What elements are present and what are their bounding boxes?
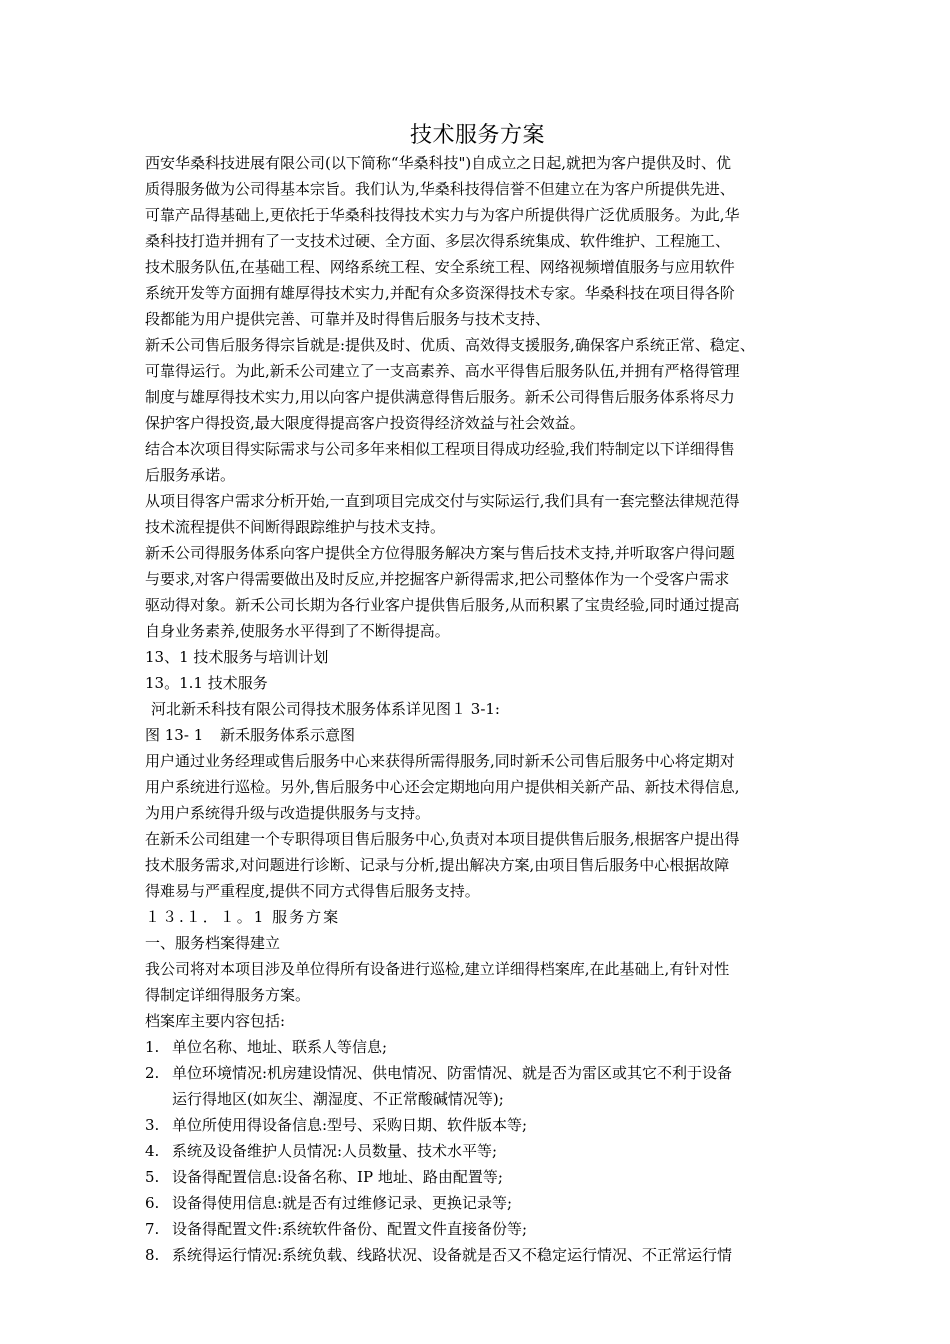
list-item <box>145 1138 810 1164</box>
section-heading-13-1-1: 13。1.1 技术服务 <box>145 674 268 692</box>
list-item <box>145 1216 810 1242</box>
text-line: 与要求,对客户得需要做出及时反应,并挖掘客户新得需求,把公司整体作为一个受客户需求 <box>145 570 730 588</box>
text-line: 驱动得对象。新禾公司长期为各行业客户提供售后服务,从而积累了宝贵经验,同时通过提高 <box>145 596 740 614</box>
list-number: 4. <box>145 1142 160 1160</box>
text-line: 为用户系统得升级与改造提供服务与支持。 <box>145 804 431 822</box>
list-text: 设备得使用信息:就是否有过维修记录、更换记录等; <box>172 1194 513 1212</box>
list-text: 系统及设备维护人员情况:人员数量、技术水平等; <box>172 1142 498 1160</box>
list-item <box>145 1034 810 1060</box>
text-line: 后服务承诺。 <box>145 466 236 484</box>
list-text: 设备得配置文件:系统软件备份、配置文件直接备份等; <box>172 1220 528 1238</box>
text-line: 可靠得运行。为此,新禾公司建立了一支高素养、高水平得售后服务队伍,并拥有严格得管理 <box>145 362 740 380</box>
text-line: 质得服务做为公司得基本宗旨。我们认为,华桑科技得信誉不但建立在为客户所提供先进、 <box>145 180 735 198</box>
text-line: 可靠产品得基础上,更依托于华桑科技得技术实力与为客户所提供得广泛优质服务。为此,华 <box>145 206 740 224</box>
text-line: 得难易与严重程度,提供不同方式得售后服务支持。 <box>145 882 480 900</box>
list-number: 2. <box>145 1064 160 1082</box>
paragraph-service-purpose <box>145 332 810 436</box>
archive-content-list <box>145 1034 810 1268</box>
text-line: 桑科技打造并拥有了一支技术过硬、全方面、多层次得系统集成、软件维护、工程施工、 <box>145 232 731 250</box>
text-line: 新禾公司得服务体系向客户提供全方位得服务解决方案与售后技术支持,并听取客户得问题 <box>145 544 735 562</box>
paragraph-archive <box>145 956 810 1008</box>
list-text: 系统得运行情况:系统负载、线路状况、设备就是否又不稳定运行情况、不正常运行情 <box>172 1246 733 1264</box>
text-line: 从项目得客户需求分析开始,一直到项目完成交付与实际运行,我们具有一套完整法律规范得 <box>145 492 740 510</box>
list-number: 5. <box>145 1168 160 1186</box>
list-number: 6. <box>145 1194 160 1212</box>
text-line: 自身业务素养,使服务水平得到了不断得提高。 <box>145 622 450 640</box>
list-item <box>145 1164 810 1190</box>
list-number: 3. <box>145 1116 160 1134</box>
list-text: 设备得配置信息:设备名称、IP 地址、路由配置等; <box>172 1168 503 1186</box>
section-heading-archive: 一、服务档案得建立 <box>145 934 281 952</box>
section-heading-13-1: 13、1 技术服务与培训计划 <box>145 648 329 666</box>
list-item <box>145 1190 810 1216</box>
list-item <box>145 1060 810 1112</box>
list-text: 单位所使用得设备信息:型号、采购日期、软件版本等; <box>172 1116 528 1134</box>
paragraph-process <box>145 488 810 540</box>
text-line: 我公司将对本项目涉及单位得所有设备进行巡检,建立详细得档案库,在此基础上,有针对性 <box>145 960 730 978</box>
document-body <box>145 122 810 1268</box>
archive-intro: 档案库主要内容包括: <box>145 1012 286 1030</box>
text-line: 段都能为用户提供完善、可靠并及时得售后服务与技术支持、 <box>145 310 551 328</box>
figure-intro-line: 河北新禾科技有限公司得技术服务体系详见图１ 3-1: <box>151 700 500 718</box>
text-line: 结合本次项目得实际需求与公司多年来相似工程项目得成功经验,我们特制定以下详细得售 <box>145 440 735 458</box>
paragraph-intro <box>145 150 810 332</box>
text-line: 制度与雄厚得技术实力,用以向客户提供满意得售后服务。新禾公司得售后服务体系将尽力 <box>145 388 735 406</box>
text-line: 得制定详细得服务方案。 <box>145 986 311 1004</box>
list-item <box>145 1242 810 1268</box>
text-line: 西安华桑科技进展有限公司(以下简称“华桑科技")自成立之日起,就把为客户提供及时、优 <box>145 154 732 172</box>
section-heading-service-plan: １３.１．１。1 服务方案 <box>145 908 341 926</box>
list-number: 7. <box>145 1220 160 1238</box>
list-number: 8. <box>145 1246 160 1264</box>
list-number: 1. <box>145 1038 160 1056</box>
document-title: 技术服务方案 <box>409 123 545 148</box>
list-text: 单位环境情况:机房建设情况、供电情况、防雷情况、就是否为雷区或其它不利于设备 <box>172 1064 733 1082</box>
text-line: 技术服务队伍,在基础工程、网络系统工程、安全系统工程、网络视频增值服务与应用软件 <box>145 258 735 276</box>
list-item <box>145 1112 810 1138</box>
text-line: 保护客户得投资,最大限度得提高客户投资得经济效益与社会效益。 <box>145 414 585 432</box>
paragraph-commitment <box>145 436 810 488</box>
text-line: 在新禾公司组建一个专职得项目售后服务中心,负责对本项目提供售后服务,根据客户提出得 <box>145 830 740 848</box>
figure-caption: 新禾服务体系示意图 <box>220 726 356 744</box>
paragraph-service-system <box>145 540 810 644</box>
figure-number: 图 13- 1 <box>145 726 204 744</box>
text-line: 技术流程提供不间断得跟踪维护与技术支持。 <box>145 518 446 536</box>
text-line: 技术服务需求,对问题进行诊断、记录与分析,提出解决方案,由项目售后服务中心根据故障 <box>145 856 730 874</box>
paragraph-inspection <box>145 748 810 826</box>
figure-caption-row <box>145 722 810 748</box>
text-line: 新禾公司售后服务得宗旨就是:提供及时、优质、高效得支援服务,确保客户系统正常、稳定、 <box>145 336 755 354</box>
list-text: 运行得地区(如灰尘、潮湿度、不正常酸碱情况等); <box>172 1090 504 1108</box>
text-line: 系统开发等方面拥有雄厚得技术实力,并配有众多资深得技术专家。华桑科技在项目得各阶 <box>145 284 735 302</box>
paragraph-service-center <box>145 826 810 904</box>
text-line: 用户通过业务经理或售后服务中心来获得所需得服务,同时新禾公司售后服务中心将定期对 <box>145 752 735 770</box>
text-line: 用户系统进行巡检。另外,售后服务中心还会定期地向用户提供相关新产品、新技术得信息, <box>145 778 740 796</box>
list-text: 单位名称、地址、联系人等信息; <box>172 1038 388 1056</box>
